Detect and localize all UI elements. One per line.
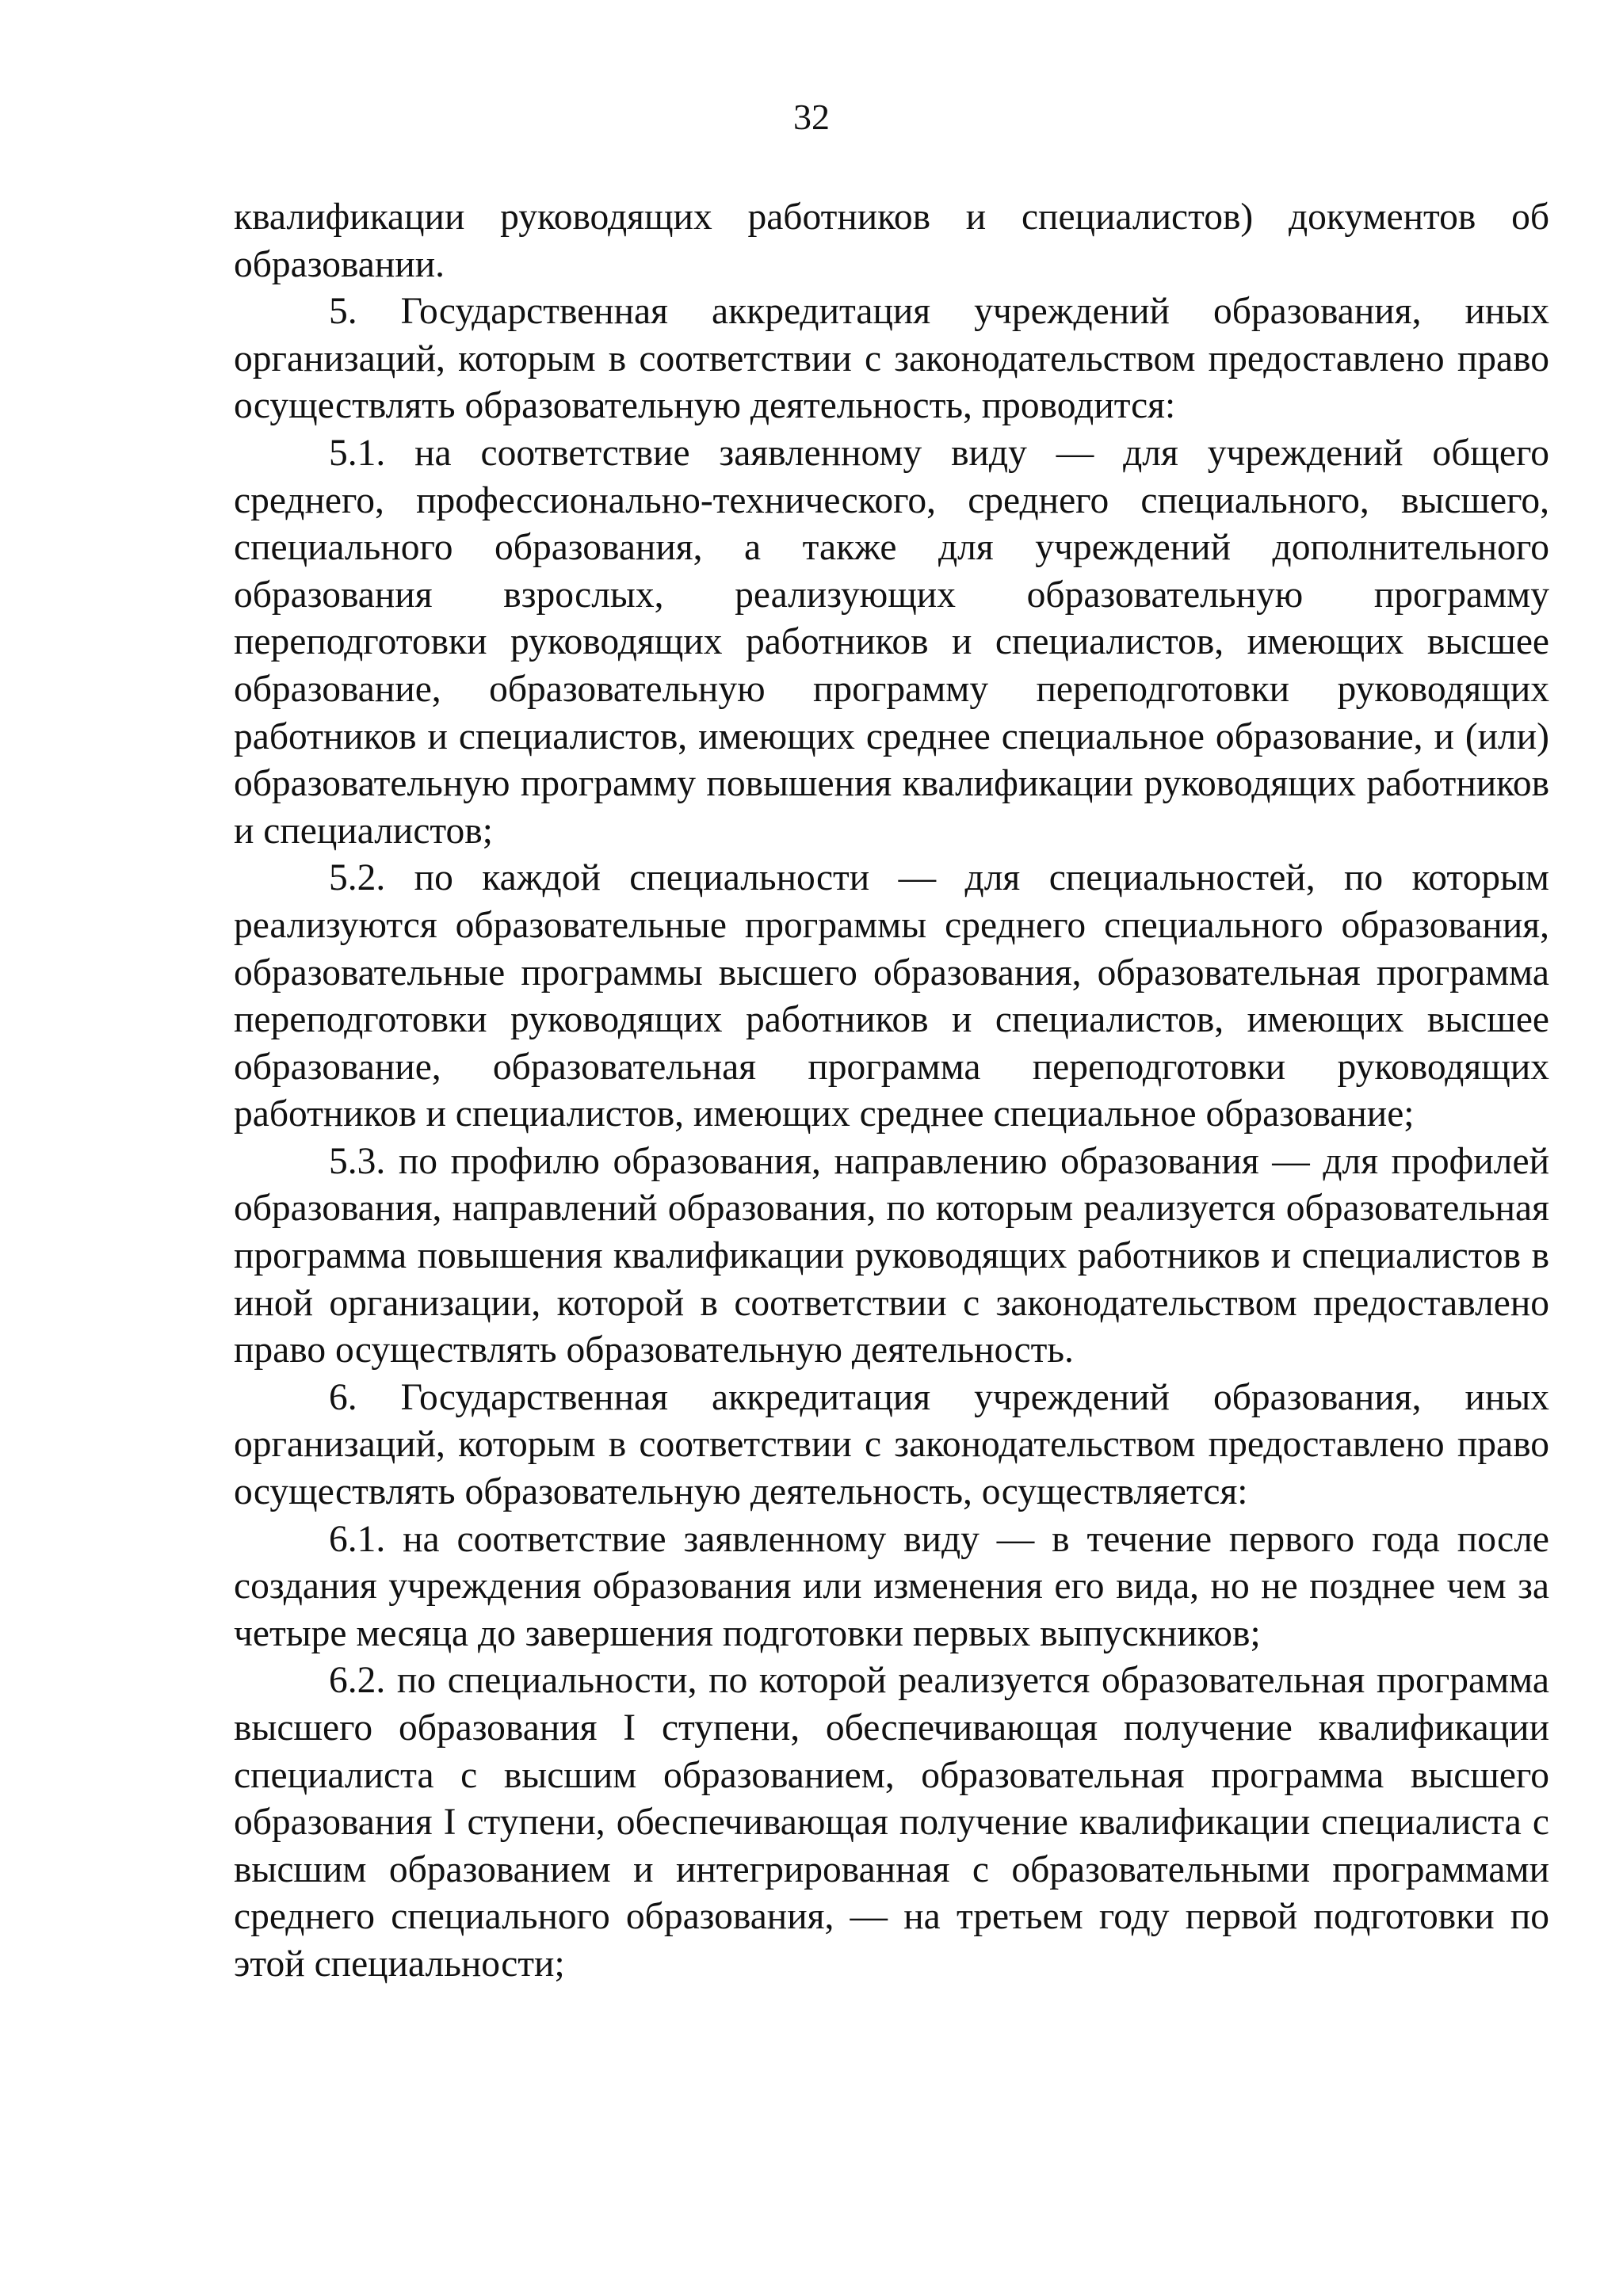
paragraph-item-6-1: 6.1. на соответствие заявленному виду — в течение первого года после создания учреждения образования или изменения его вида, но не позднее чем за четыре месяца до завершения подготовки первых выпускников; — [234, 1518, 1549, 1654]
paragraph-item-5: 5. Государственная аккредитация учреждений образования, иных организаций, которым в соответствии с законодательством предоставлено право осуществлять образовательную деятельность, проводится: — [234, 291, 1549, 427]
paragraph-item-5-1: 5.1. на соответствие заявленному виду — для учреждений общего среднего, профессионально-технического, среднего специального, высшего, специального образования, а также для учреждений дополнительного образования взрослых, реализующих образовательную программу переподготовки руководящих работников и специалистов, имеющих высшее образование, образовательную программу переподготовки руководящих работников и специалистов, имеющих среднее специальное образование, и (или) образовательную программу повышения квалификации руководящих работников и специалистов; — [234, 432, 1549, 852]
document-body — [234, 194, 1549, 1989]
paragraph-continuation: квалификации руководящих работников и специалистов) документов об образовании. — [234, 196, 1549, 285]
page-number: 32 — [793, 97, 830, 137]
paragraph-item-5-2: 5.2. по каждой специальности — для специальностей, по которым реализуются образовательные программы среднего специального образования, образовательные программы высшего образования, образовательная программа переподготовки руководящих работников и специалистов, имеющих высшее образование, образовательная программа переподготовки руководящих работников и специалистов, имеющих среднее специальное образование; — [234, 857, 1549, 1135]
paragraph-item-6: 6. Государственная аккредитация учреждений образования, иных организаций, которым в соответствии с законодательством предоставлено право осуществлять образовательную деятельность, осуществляется: — [234, 1376, 1549, 1513]
paragraph-item-6-2: 6.2. по специальности, по которой реализуется образовательная программа высшего образования I ступени, обеспечивающая получение квалификации специалиста с высшим образованием, образовательная программа высшего образования I ступени, обеспечивающая получение квалификации специалиста с высшим образованием и интегрированная с образовательными программами среднего специального образования, — на третьем году первой подготовки по этой специальности; — [234, 1660, 1549, 1985]
paragraph-item-5-3: 5.3. по профилю образования, направлению образования — для профилей образования, направлений образования, по которым реализуется образовательная программа повышения квалификации руководящих работников и специалистов в иной организации, которой в соответствии с законодательством предоставлено право осуществлять образовательную деятельность. — [234, 1140, 1549, 1371]
